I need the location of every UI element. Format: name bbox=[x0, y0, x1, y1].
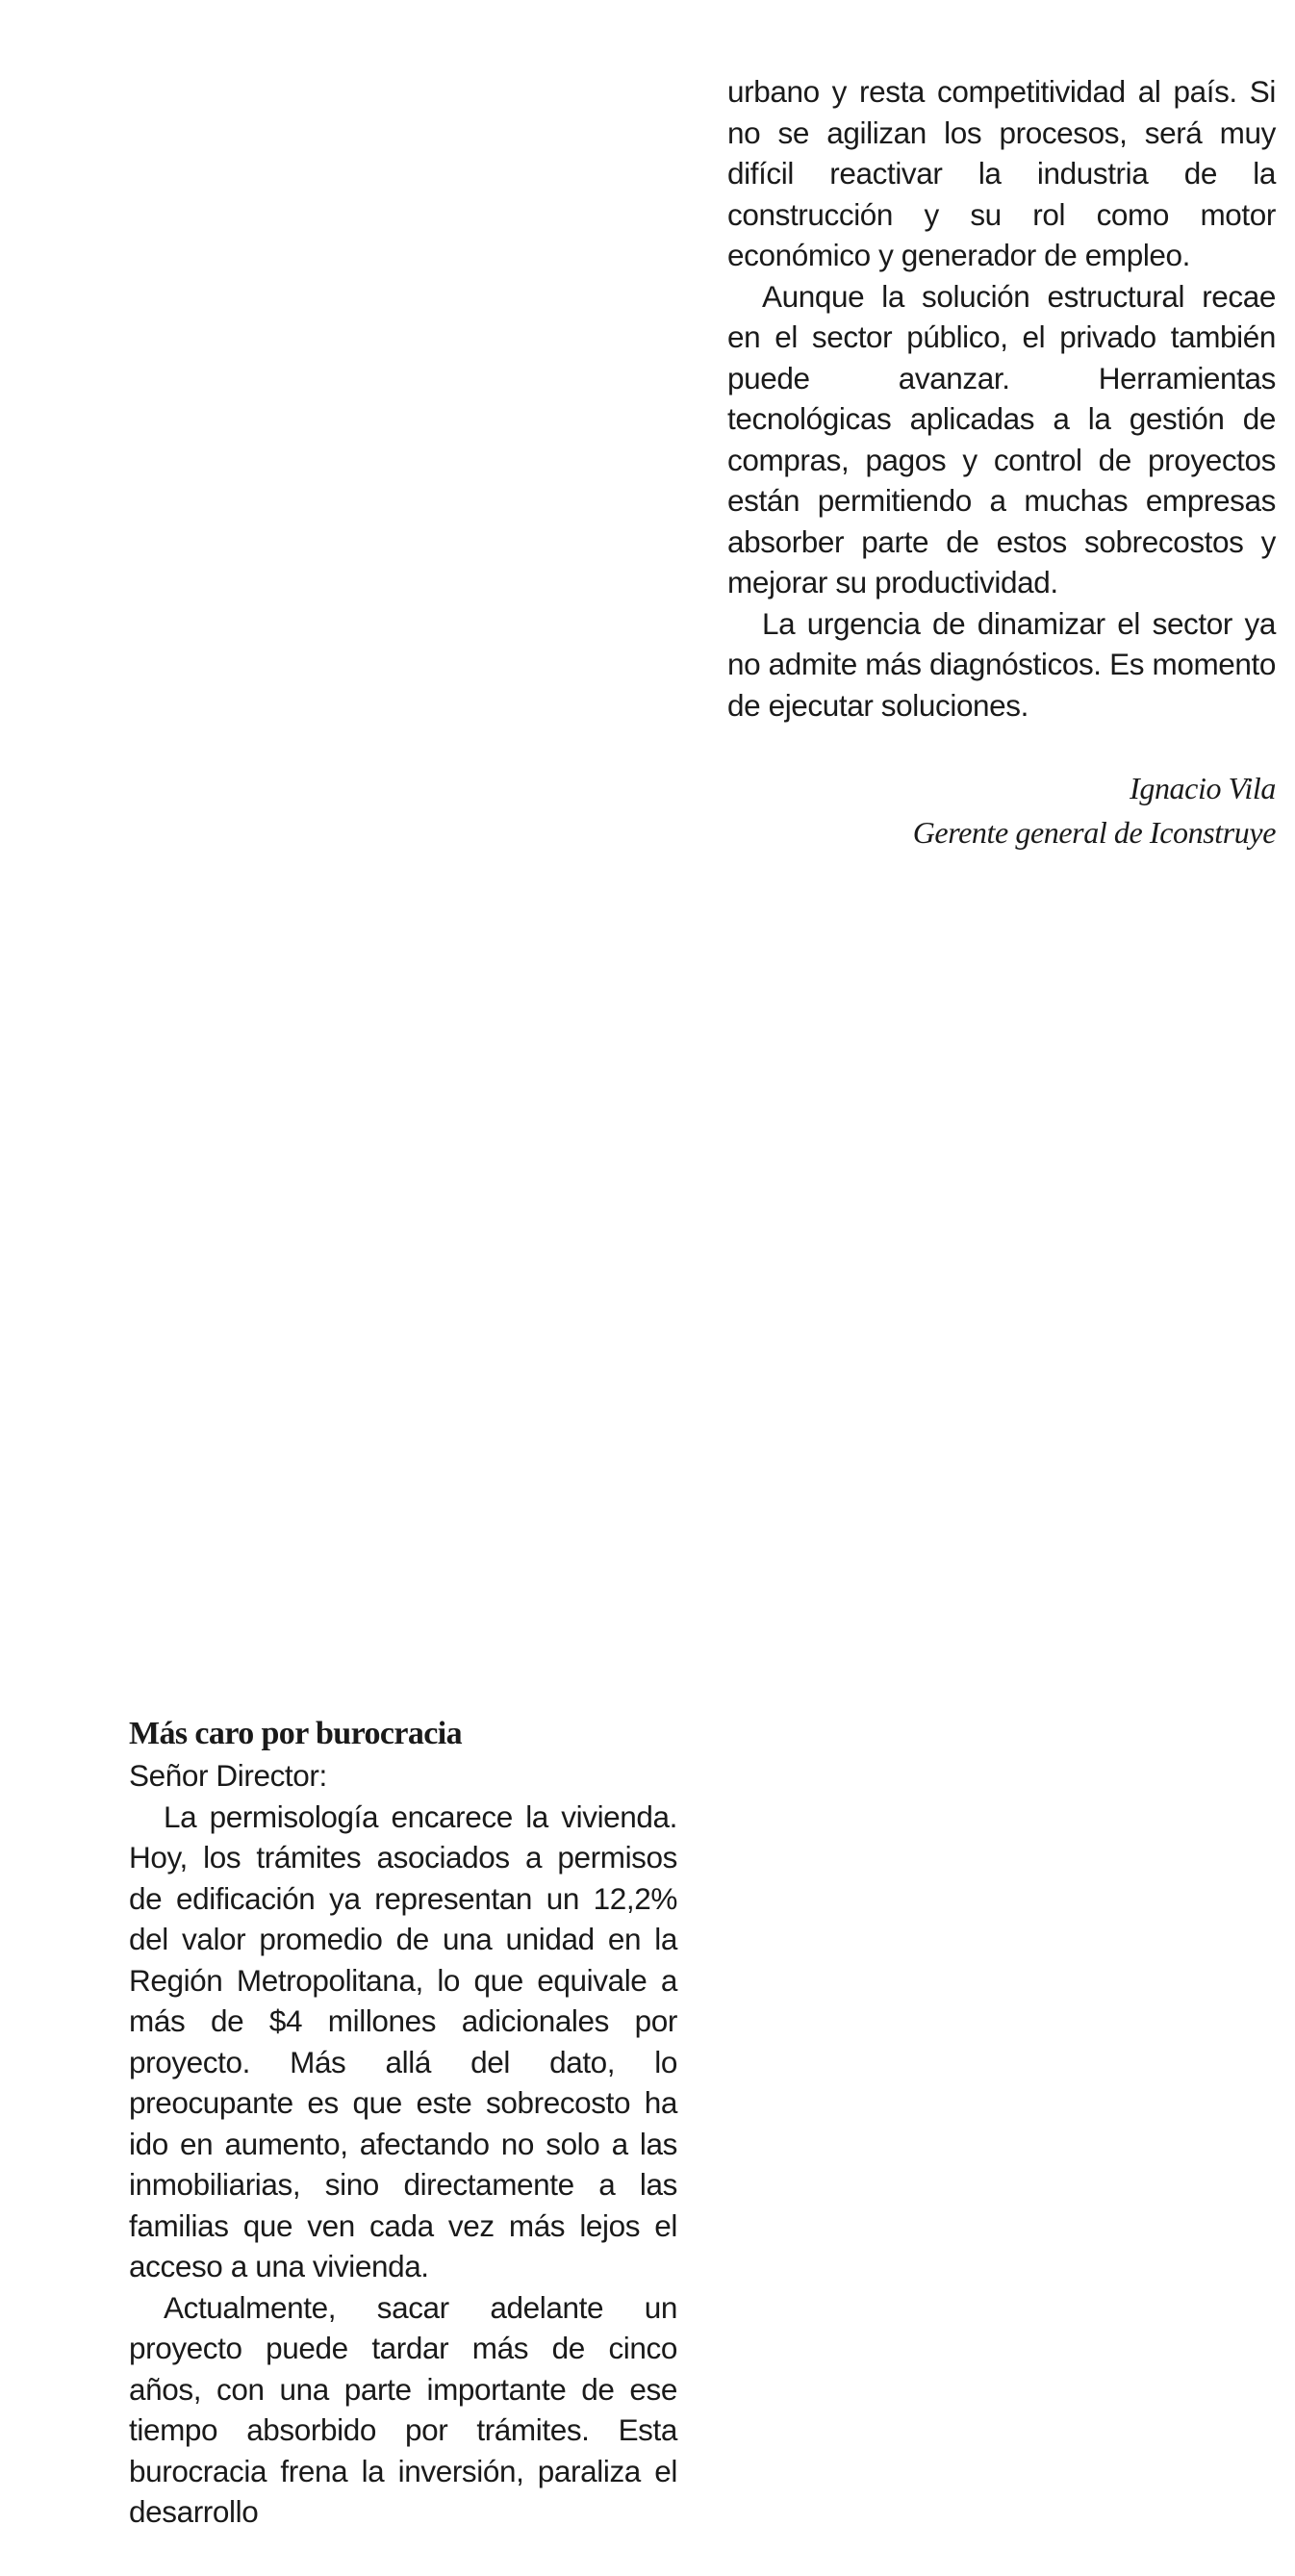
body-paragraph: urbano y resta competitividad al país. Si no se agilizan los procesos, será muy difícil reactivar la industria de la construcción y su rol como motor económico y generador de empleo. bbox=[727, 74, 1276, 272]
letter-column bbox=[129, 1713, 677, 2533]
body-paragraph: La permisología encarece la vivienda. Hoy, los trámites asociados a permisos de edificación ya representan un 12,2% del valor promedio de una unidad en la Región Metropolitana, lo que equivale a más de $4 millones adicionales por proyecto. Más allá del dato, lo preocupante es que este sobrecosto ha ido en aumento, afectando no solo a las inmobiliarias, sino directamente a las familias que ven cada vez más lejos el acceso a una vivienda. bbox=[129, 1798, 677, 2283]
signature-role: Gerente general de Iconstruye bbox=[912, 815, 1276, 850]
salutation: Señor Director: bbox=[129, 1758, 327, 1793]
body-paragraph: Aunque la solución estructural recae en el sector público, el privado también puede avanzar. Herramientas tecnológicas aplicadas a la gestión de compras, pagos y control de proyectos están permitiendo a muchas empresas absorber parte de estos sobrecostos y mejorar su productividad. bbox=[727, 278, 1276, 599]
signature-block bbox=[727, 766, 1276, 854]
letter-headline: Más caro por burocracia bbox=[129, 1716, 462, 1751]
signature-name: Ignacio Vila bbox=[1130, 771, 1276, 805]
body-paragraph: Actualmente, sacar adelante un proyecto puede tardar más de cinco años, con una parte importante de ese tiempo absorbido por trámites. Esta burocracia frena la inversión, paraliza el desarrollo bbox=[129, 2289, 677, 2529]
letter-continuation-column bbox=[727, 71, 1276, 854]
body-paragraph: La urgencia de dinamizar el sector ya no admite más diagnósticos. Es momento de ejecutar soluciones. bbox=[727, 605, 1276, 723]
